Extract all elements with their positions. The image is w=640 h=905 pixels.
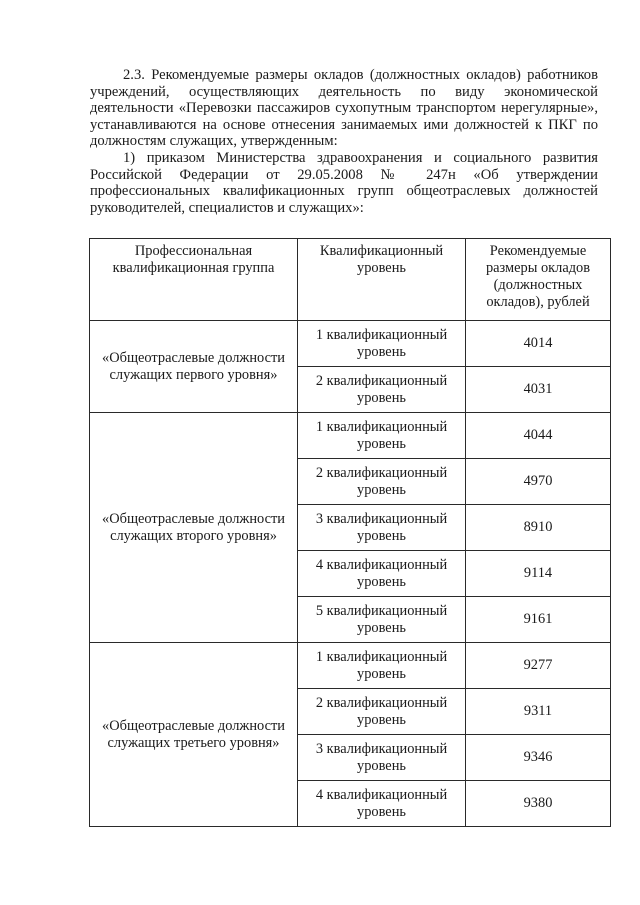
salary-cell: 8910: [466, 505, 611, 551]
salary-cell: 9311: [466, 689, 611, 735]
qualification-level-cell: 1 квалификационный уровень: [298, 413, 466, 459]
salary-cell: 9161: [466, 597, 611, 643]
group-name-third-level: «Общеотраслевые должности служащих третьего уровня»: [90, 643, 298, 827]
qualification-level-cell: 2 квалификационный уровень: [298, 689, 466, 735]
salary-cell: 9380: [466, 781, 611, 827]
salary-cell: 9346: [466, 735, 611, 781]
salary-cell: 4031: [466, 367, 611, 413]
table-header-row: [90, 239, 611, 321]
paragraph-intro: 2.3. Рекомендуемые размеры окладов (должностных окладов) работников учреждений, осуществляющих деятельность по виду экономической деятельности «Перевозки пассажиров сухопутным транспортом нерегулярные», устанавливаются на основе отнесения занимаемых ими должностей к ПКГ по должностям служащих, утвержденным:: [90, 67, 598, 150]
qualification-level-cell: 1 квалификационный уровень: [298, 321, 466, 367]
header-recommended-salary: Рекомендуемые размеры окладов (должностных окладов), рублей: [466, 239, 611, 321]
paragraph-order-reference: 1) приказом Министерства здравоохранения и социального развития Российской Федерации от 29.05.2008 № 247н «Об утверждении профессиональных квалификационных групп общеотраслевых должностей руководителей, специалистов и служащих»:: [90, 150, 598, 216]
group-name-second-level: «Общеотраслевые должности служащих второго уровня»: [90, 413, 298, 643]
salary-cell: 4014: [466, 321, 611, 367]
qualification-level-cell: 2 квалификационный уровень: [298, 459, 466, 505]
salary-cell: 9114: [466, 551, 611, 597]
qualification-level-cell: 4 квалификационный уровень: [298, 551, 466, 597]
group-name-first-level: «Общеотраслевые должности служащих первого уровня»: [90, 321, 298, 413]
salary-cell: 9277: [466, 643, 611, 689]
qualification-level-cell: 1 квалификационный уровень: [298, 643, 466, 689]
salary-cell: 4970: [466, 459, 611, 505]
salary-table: [89, 238, 611, 827]
qualification-level-cell: 3 квалификационный уровень: [298, 505, 466, 551]
qualification-level-cell: 5 квалификационный уровень: [298, 597, 466, 643]
salary-cell: 4044: [466, 413, 611, 459]
table-row: [90, 643, 611, 689]
table-row: [90, 321, 611, 367]
qualification-level-cell: 2 квалификационный уровень: [298, 367, 466, 413]
qualification-level-cell: 3 квалификационный уровень: [298, 735, 466, 781]
qualification-level-cell: 4 квалификационный уровень: [298, 781, 466, 827]
header-professional-group: Профессиональная квалификационная группа: [90, 239, 298, 321]
table-row: [90, 413, 611, 459]
header-qualification-level: Квалификационный уровень: [298, 239, 466, 321]
